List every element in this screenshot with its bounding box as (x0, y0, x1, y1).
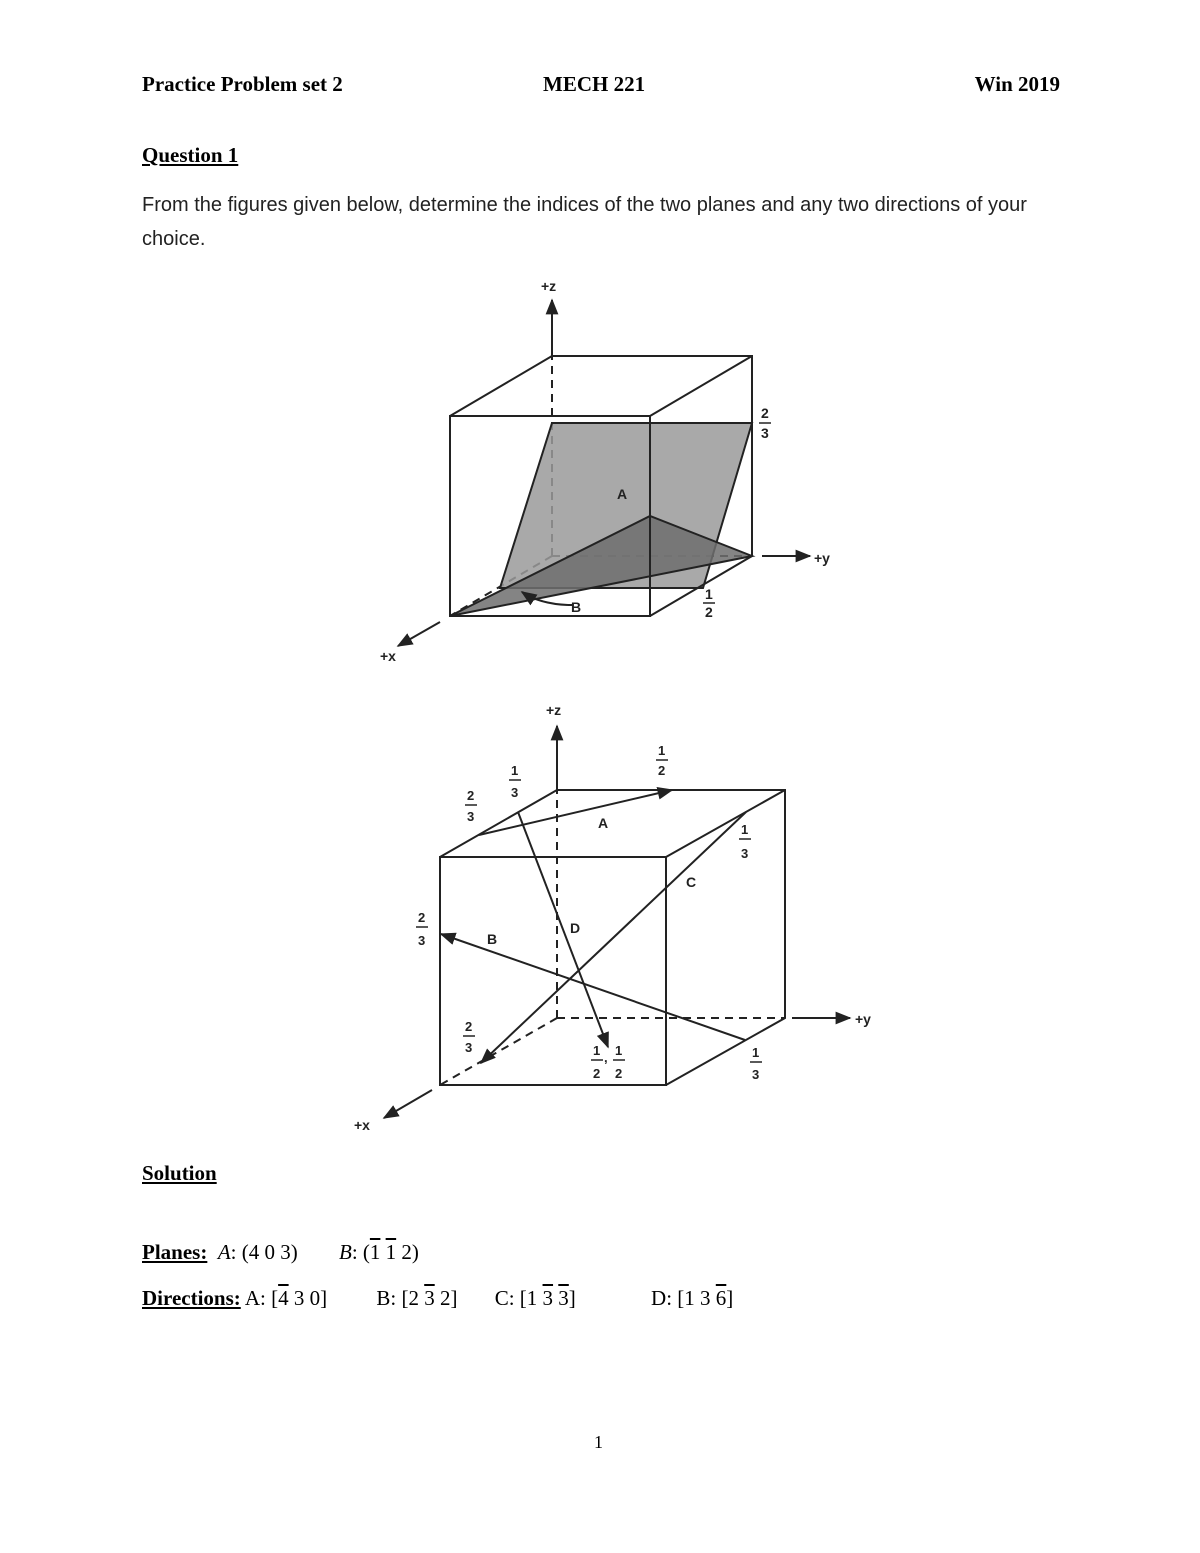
direction-c-arrow (481, 812, 749, 1063)
dir-a-u: 4 (278, 1286, 289, 1310)
direction-a-label: A (598, 815, 609, 831)
frac-bottom-half1-num: 1 (593, 1043, 601, 1058)
plane-b-close: 2) (396, 1240, 419, 1264)
frac-mid-twothirds-den: 3 (418, 933, 426, 948)
plane-b-k: 1 (385, 1240, 397, 1264)
frac-two-thirds-den: 3 (761, 425, 769, 441)
frac-bottom-half2-num: 1 (615, 1043, 623, 1058)
header-term: Win 2019 (974, 72, 1060, 96)
plane-b-open: : ( (351, 1240, 370, 1264)
fig1-axis-y: +y (814, 550, 830, 566)
dir-a-close: 3 0] (288, 1286, 328, 1310)
frac-two-thirds-num: 2 (761, 405, 769, 421)
frac-half-den: 2 (705, 604, 713, 620)
frac-top-third-den: 3 (511, 785, 519, 800)
frac-bottom-half1-den: 2 (593, 1066, 601, 1081)
frac-br-third-num: 1 (752, 1045, 760, 1060)
plane-b-h: 1 (369, 1240, 381, 1264)
page-number: 1 (594, 1432, 603, 1452)
frac-low-twothirds-den: 3 (465, 1040, 473, 1055)
planes-label: Planes: (142, 1240, 208, 1264)
figure-planes (340, 272, 900, 672)
fig1-axis-z: +z (541, 278, 557, 294)
fig1-axis-x: +x (380, 648, 396, 664)
frac-right-third-den: 3 (741, 846, 749, 861)
dir-a-open: A: [ (240, 1286, 279, 1310)
dir-b-close: 2] (434, 1286, 458, 1310)
plane-a-name: A (217, 1240, 231, 1264)
fig2-axis-x: +x (354, 1117, 370, 1133)
frac-top-half-den: 2 (658, 763, 666, 778)
header-left: Practice Problem set 2 (142, 72, 343, 96)
dir-c-w: 3 (558, 1286, 569, 1310)
frac-right-third-num: 1 (741, 822, 749, 837)
directions-answer (142, 1286, 733, 1311)
direction-a-arrow (479, 790, 672, 835)
dir-c-close: ] (568, 1286, 576, 1310)
frac-br-third-den: 3 (752, 1067, 760, 1082)
direction-c-label: C (686, 874, 697, 890)
frac-low-twothirds-num: 2 (465, 1019, 473, 1034)
dir-c-open: C: [1 (494, 1286, 543, 1310)
plane-b-label: B (571, 599, 582, 615)
solution-title: Solution (142, 1161, 217, 1185)
directions-label: Directions: (142, 1286, 241, 1310)
fig2-axis-z: +z (546, 702, 562, 718)
question-title: Question 1 (142, 143, 239, 167)
dir-d-close: ] (726, 1286, 734, 1310)
figure-directions (340, 696, 900, 1142)
frac-half-num: 1 (705, 586, 713, 602)
frac-top-half-num: 1 (658, 743, 666, 758)
direction-d-label: D (570, 920, 581, 936)
svg-text:,: , (604, 1050, 608, 1065)
dir-c-v: 3 (542, 1286, 554, 1310)
direction-b-arrow (441, 934, 745, 1040)
dir-d-open: D: [1 3 (651, 1286, 716, 1310)
dir-d-w: 6 (715, 1286, 727, 1310)
frac-left-twothirds-num: 2 (467, 788, 475, 803)
dir-b-open: B: [2 (376, 1286, 425, 1310)
frac-top-third-num: 1 (511, 763, 519, 778)
plane-b-name: B (338, 1240, 352, 1264)
header-course: MECH 221 (543, 72, 646, 96)
frac-bottom-half2-den: 2 (615, 1066, 623, 1081)
plane-a-label: A (617, 486, 628, 502)
dir-b-v: 3 (424, 1286, 435, 1310)
planes-answer (142, 1240, 419, 1265)
fig2-axis-y: +y (855, 1011, 871, 1027)
direction-b-label: B (487, 931, 498, 947)
frac-mid-twothirds-num: 2 (418, 910, 426, 925)
question-text: From the figures given below, determine the indices of the two planes and any two directions of your choice. (142, 194, 1027, 250)
frac-left-twothirds-den: 3 (467, 809, 475, 824)
plane-a-indices: : (4 0 3) (230, 1240, 298, 1264)
direction-d-arrow (518, 812, 608, 1047)
